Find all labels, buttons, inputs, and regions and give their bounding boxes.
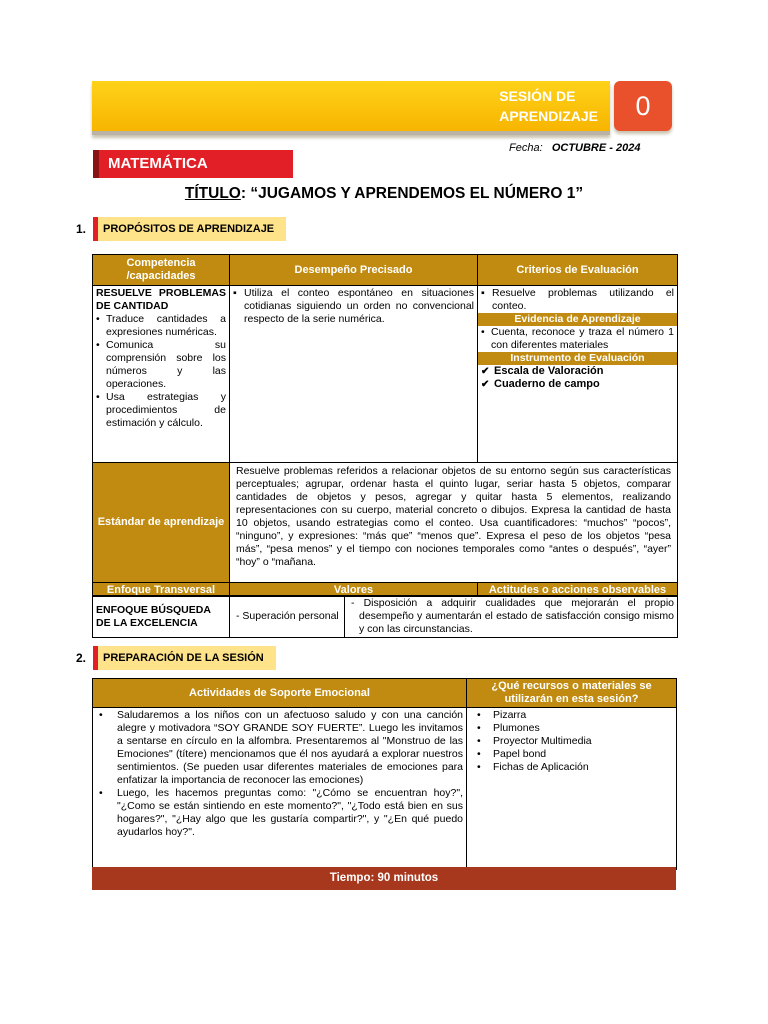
col-valores: Valores bbox=[230, 583, 478, 597]
subject-badge: MATEMÁTICA bbox=[93, 150, 293, 178]
recurso-item: • Papel bond bbox=[477, 748, 673, 761]
date-value: OCTUBRE - 2024 bbox=[551, 142, 641, 154]
session-label-line1: SESIÓN DE bbox=[499, 88, 576, 104]
page-title bbox=[0, 185, 768, 203]
enfoque-table bbox=[92, 595, 678, 638]
estandar-text: Resuelve problemas referidos a relacionar objetos de su entorno según sus características perceptuales; agrupar, ordenar hasta el quinto lugar, seriar hasta 5 objetos, comparar cantidades de objetos y pesos, agregar y quitar hasta 5 elementos, realizando representaciones con su cuerpo, material concreto o dibujos. Expresa la cantidad de hasta 10 objetos, usando estrategias como el conteo. Usa cuantificadores: “muchos” “pocos”, “ninguno”, y expresiones: “más que” “menos que”. Expresa el peso de los objetos “pesa más”, “pesa menos” y el tiempo con nociones temporales como “antes o después”, “ayer” “hoy” o “mañana. bbox=[230, 463, 678, 583]
recurso-item: • Fichas de Aplicación bbox=[477, 761, 673, 774]
instrumento-item: ✔ Escala de Valoración bbox=[481, 365, 674, 378]
valor-text: Superación personal bbox=[242, 610, 339, 622]
section1-heading: PROPÓSITOS DE APRENDIZAJE bbox=[93, 217, 286, 241]
enfoque-text: ENFOQUE BÚSQUEDA DE LA EXCELENCIA bbox=[93, 596, 230, 638]
time-bar: Tiempo: 90 minutos bbox=[92, 867, 676, 890]
session-number-badge: 0 bbox=[614, 81, 672, 131]
capacidad-item: • Traduce cantidades a expresiones numéricas. bbox=[96, 313, 226, 339]
capacidad-item: • Comunica su comprensión sobre los números y las operaciones. bbox=[96, 339, 226, 391]
criterios-cell bbox=[478, 286, 678, 463]
col-enfoque: Enfoque Transversal bbox=[93, 583, 230, 597]
criterio-text: ▪ Resuelve problemas utilizando el conteo. bbox=[481, 287, 674, 313]
section2-number: 2. bbox=[76, 651, 87, 665]
preparation-table bbox=[92, 678, 677, 870]
competencia-cell bbox=[93, 286, 230, 463]
col-actitudes: Actitudes o acciones observables bbox=[478, 583, 678, 597]
recurso-item: • Plumones bbox=[477, 722, 673, 735]
actitud-cell: - Disposición a adquirir cualidades que mejorarán el propio desempeño y aumentarán el estado de satisfacción consigo mismo y con las circunstancias. bbox=[345, 596, 678, 638]
section2-heading: PREPARACIÓN DE LA SESIÓN bbox=[93, 646, 276, 670]
session-label-line2: APRENDIZAJE bbox=[499, 108, 598, 124]
actividad-item: • Luego, les hacemos preguntas como: "¿Cómo se encuentran hoy?", "¿Como se están sintiendo en este momento?", "¿Todo está bien en sus hogares?", "¿Hay algo que les gustaría compartir?", y "¿En qué puedo ayudarlos hoy?". bbox=[99, 787, 463, 839]
recurso-item: • Proyector Multimedia bbox=[477, 735, 673, 748]
col-desempeno: Desempeño Precisado bbox=[230, 255, 478, 286]
session-label bbox=[499, 86, 598, 126]
instrumento-heading: Instrumento de Evaluación bbox=[478, 352, 677, 365]
desempeno-cell bbox=[230, 286, 478, 463]
instrumento-item: ✔ Cuaderno de campo bbox=[481, 378, 674, 391]
date-row bbox=[509, 142, 640, 154]
actitud-text: Disposición a adquirir cualidades que mejorarán el propio desempeño y aumentarán el estado de satisfacción consigo mismo y con las circunstancias. bbox=[359, 597, 674, 635]
col-criterios: Criterios de Evaluación bbox=[478, 255, 678, 286]
recurso-item: • Pizarra bbox=[477, 709, 673, 722]
desempeno-text: ▪ Utiliza el conteo espontáneo en situaciones cotidianas siguiendo un orden no convencional respecto de la serie numérica. bbox=[233, 287, 474, 326]
capacidad-item: • Usa estrategias y procedimientos de estimación y cálculo. bbox=[96, 391, 226, 430]
title-label: TÍTULO bbox=[184, 185, 241, 202]
actividad-item: • Saludaremos a los niños con un afectuoso saludo y con una canción alegre y motivadora “SOY GRANDE SOY FUERTE”. Luego les invitamos a sentarse en círculo en la alfombra. Presentaremos al "Monstruo de las Emociones" (títere) mencionamos que él nos ayudará a explorar nuestros sentimientos. (Se pueden usar diferentes materiales de emociones para enfatizar la importancia de reconocer las emociones) bbox=[99, 709, 463, 787]
date-label: Fecha: bbox=[509, 142, 543, 154]
valor-cell: - Superación personal bbox=[230, 596, 345, 638]
estandar-label: Estándar de aprendizaje bbox=[93, 463, 230, 583]
section1-number: 1. bbox=[76, 222, 87, 236]
actividades-cell bbox=[93, 708, 467, 870]
evidencia-heading: Evidencia de Aprendizaje bbox=[478, 313, 677, 326]
col-recursos: ¿Qué recursos o materiales se utilizarán en esta sesión? bbox=[467, 679, 677, 708]
col-actividades: Actividades de Soporte Emocional bbox=[93, 679, 467, 708]
col-competencia: Competencia /capacidades bbox=[93, 255, 230, 286]
competencia-title: RESUELVE PROBLEMAS DE CANTIDAD bbox=[96, 287, 226, 312]
evidencia-text: • Cuenta, reconoce y traza el número 1 con diferentes materiales bbox=[481, 326, 674, 352]
recursos-cell bbox=[467, 708, 677, 870]
title-text: : “JUGAMOS Y APRENDEMOS EL NÚMERO 1” bbox=[240, 185, 584, 202]
header-banner bbox=[92, 81, 610, 135]
purposes-table bbox=[92, 254, 678, 597]
